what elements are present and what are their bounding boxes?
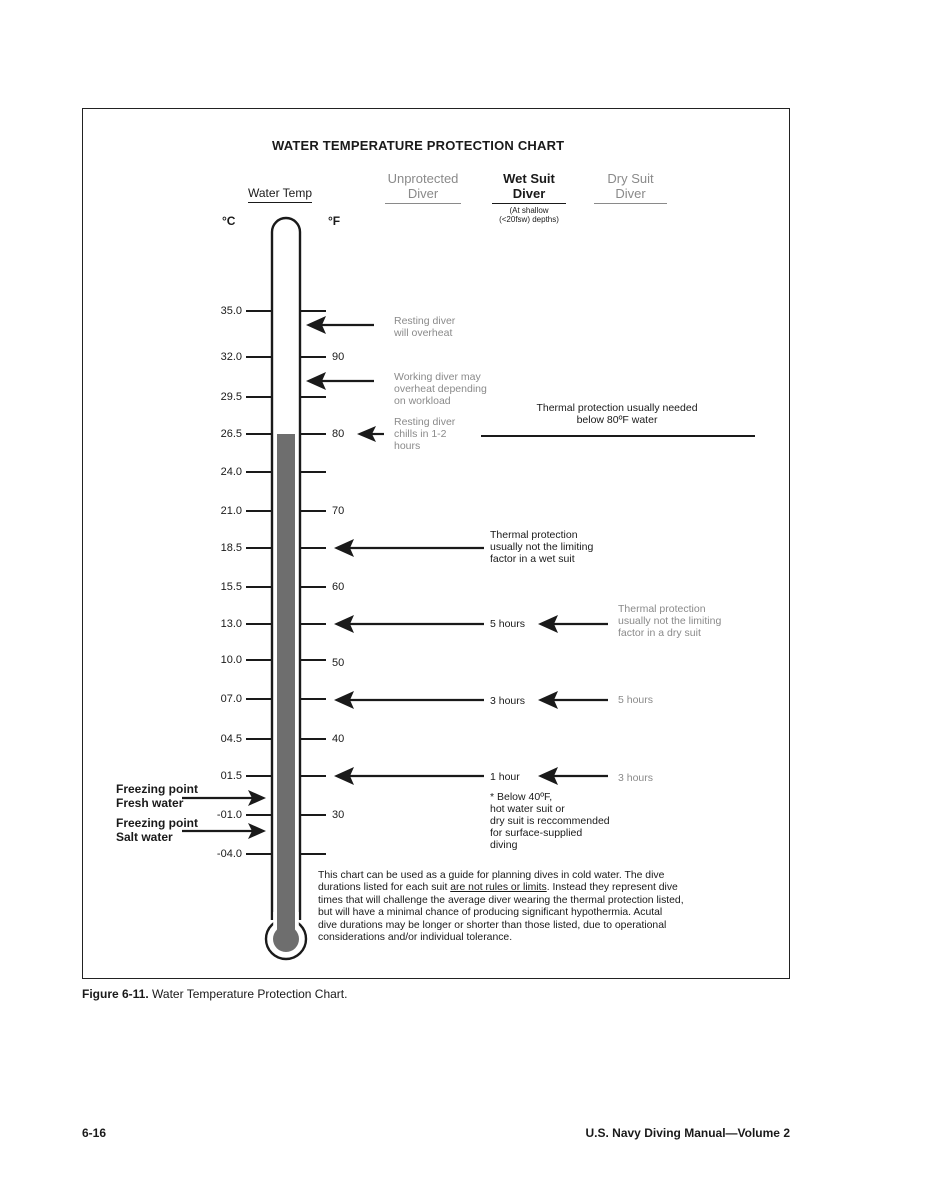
c-label: 04.5	[220, 733, 242, 745]
arrow-overheat-resting	[306, 316, 374, 334]
freezing-salt-line1: Freezing point	[116, 816, 198, 830]
c-label: 21.0	[220, 505, 242, 517]
header-wetsuit-line1: Wet Suit	[503, 171, 555, 186]
freezing-fresh-line1: Freezing point	[116, 782, 198, 796]
drysuit-duration-07c: 5 hours	[618, 694, 654, 706]
arrow-07c-drysuit	[538, 691, 608, 709]
footer-page-number: 6-16	[82, 1126, 107, 1140]
usage-line: considerations and/or individual tolerance.	[318, 932, 513, 944]
note-line: Thermal protection	[618, 603, 706, 615]
header-wetsuit-line2: Diver	[492, 187, 566, 204]
unit-celsius: °C	[222, 214, 236, 228]
note-line: overheat depending	[394, 383, 487, 396]
drysuit-duration-01c: 3 hours	[618, 772, 654, 784]
c-label: 26.5	[220, 428, 242, 440]
c-label: -04.0	[216, 848, 242, 860]
usage-line: but will have a minimal chance of producing significant hypothermia. Acutal	[318, 907, 663, 919]
usage-line: times that will challenge the average diver wearing the thermal protection listed,	[318, 894, 684, 906]
usage-line	[318, 882, 768, 894]
note-line: usually not the limiting	[490, 541, 594, 554]
note-line: factor in a dry suit	[618, 627, 701, 640]
usage-segment: durations listed for each suit	[318, 882, 451, 894]
arrow-overheat-working	[306, 372, 374, 390]
note-line: on workload	[394, 395, 451, 408]
c-label: -01.0	[216, 809, 242, 821]
usage-underlined-segment: are not rules or limits	[450, 882, 547, 894]
fahrenheit-tick-marks	[300, 311, 326, 854]
usage-note	[318, 870, 768, 944]
wetsuit-not-limiting	[490, 529, 593, 565]
header-wetsuit-note-line2: (<20fsw) depths)	[499, 215, 559, 225]
header-water-temp-label: Water Temp	[248, 187, 312, 203]
f-label: 30	[332, 809, 345, 821]
c-label: 15.5	[220, 581, 242, 593]
c-label: 32.0	[220, 351, 242, 363]
arrow-wetsuit-not-limiting	[334, 539, 484, 557]
c-label: 01.5	[220, 770, 242, 782]
note-line: diving	[490, 839, 518, 852]
thermal-needed-line1: Thermal protection usually needed	[536, 402, 698, 414]
drysuit-not-limiting	[618, 603, 721, 639]
header-drysuit	[594, 172, 667, 204]
wetsuit-duration-07c: 3 hours	[490, 695, 526, 707]
header-unprotected	[385, 172, 461, 204]
note-line: Working diver may	[394, 371, 481, 383]
header-wetsuit-note-line1: (At shallow	[509, 205, 549, 215]
c-label: 29.5	[220, 391, 242, 403]
note-resting-chills	[394, 416, 455, 452]
c-label: 24.0	[220, 466, 242, 478]
header-wetsuit	[492, 172, 566, 224]
arrow-13c-drysuit	[538, 615, 608, 633]
arrow-07c-wetsuit	[334, 691, 484, 709]
f-label: 90	[332, 351, 345, 363]
header-water-temp	[248, 187, 312, 203]
usage-segment: . Instead they represent dive	[546, 882, 678, 894]
figure-caption-text: Water Temperature Protection Chart.	[152, 987, 348, 1001]
f-label: 60	[332, 581, 345, 593]
usage-line: dive durations may be longer or shorter than those listed, due to operational	[318, 919, 667, 931]
note-resting-overheat	[394, 315, 455, 339]
note-line: hours	[394, 440, 421, 453]
f-label: 40	[332, 733, 345, 745]
c-label: 07.0	[220, 693, 242, 705]
arrow-01c-wetsuit	[334, 767, 484, 785]
mercury-joint	[277, 900, 295, 934]
note-line: will overheat	[394, 327, 453, 340]
note-line: Thermal protection	[490, 529, 578, 541]
mercury-column	[277, 434, 295, 935]
wetsuit-duration-13c: 5 hours	[490, 618, 526, 630]
note-line: hot water suit or	[490, 803, 565, 816]
arrow-chills	[357, 426, 384, 442]
c-label: 18.5	[220, 542, 242, 554]
f-label: 50	[332, 657, 345, 669]
note-line: Resting diver	[394, 315, 456, 327]
f-label: 70	[332, 505, 345, 517]
header-unprotected-line1: Unprotected	[387, 171, 459, 186]
note-line: Resting diver	[394, 416, 456, 428]
freezing-point-fresh	[116, 783, 198, 811]
wetsuit-below-40-note	[490, 791, 610, 851]
note-working-overheat	[394, 371, 487, 407]
chart-title: WATER TEMPERATURE PROTECTION CHART	[272, 138, 565, 153]
celsius-tick-marks	[246, 311, 272, 854]
header-drysuit-line1: Dry Suit	[607, 171, 654, 186]
wetsuit-duration-01c: 1 hour	[490, 771, 520, 783]
note-line: chills in 1-2	[394, 428, 447, 441]
figure-caption	[82, 988, 347, 1002]
c-label: 35.0	[220, 305, 242, 317]
note-line: factor in a wet suit	[490, 553, 575, 566]
thermal-needed-line2: below 80ºF water	[576, 414, 658, 427]
arrow-13c-wetsuit	[334, 615, 484, 633]
c-label: 10.0	[220, 654, 242, 666]
f-label: 80	[332, 428, 345, 440]
note-line: for surface-supplied	[490, 827, 583, 840]
header-drysuit-line2: Diver	[594, 187, 667, 204]
figure-caption-label: Figure 6-11.	[82, 987, 149, 1001]
unit-fahrenheit: °F	[328, 214, 341, 228]
header-unprotected-line2: Diver	[385, 187, 461, 204]
freezing-salt-line2: Salt water	[116, 829, 173, 844]
note-line: dry suit is reccommended	[490, 815, 610, 828]
arrow-01c-drysuit	[538, 767, 608, 785]
note-line: usually not the limiting	[618, 615, 722, 628]
note-line: * Below 40ºF,	[490, 791, 553, 803]
thermal-needed-label	[524, 402, 710, 426]
freezing-fresh-line2: Fresh water	[116, 795, 184, 810]
footer-book-title: U.S. Navy Diving Manual—Volume 2	[585, 1126, 790, 1140]
freezing-point-salt	[116, 817, 198, 845]
c-label: 13.0	[220, 618, 242, 630]
usage-line: This chart can be used as a guide for planning dives in cold water. The dive	[318, 870, 665, 881]
